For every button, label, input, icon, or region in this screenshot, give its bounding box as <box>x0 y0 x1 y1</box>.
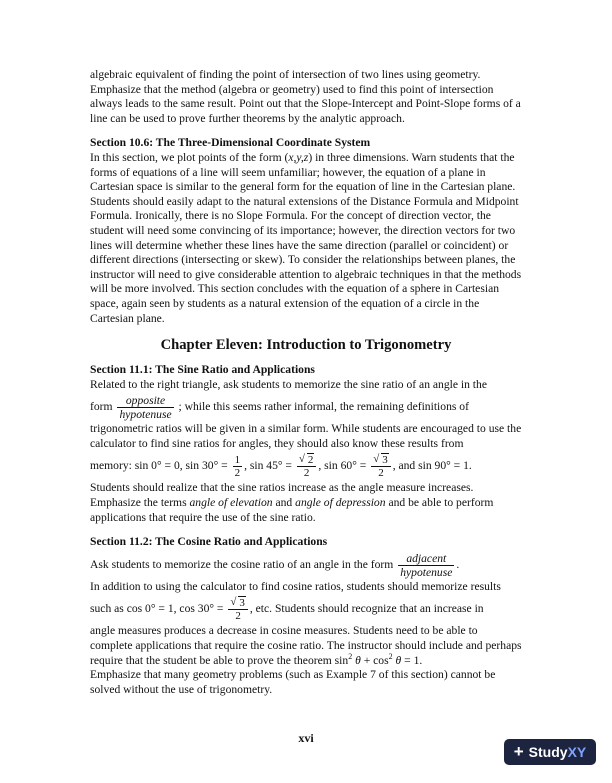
text: = 1. <box>404 653 423 667</box>
denominator: hypotenuse <box>400 565 453 579</box>
text: Ask students to memorize the cosine ratio of an angle in the form <box>90 557 394 571</box>
text: , sin 45° = <box>244 459 292 473</box>
cosine-ratio-fraction <box>398 552 454 579</box>
cosine-values-line <box>90 594 522 624</box>
text: ; while this seems rather informal, the remaining definitions of <box>178 400 469 414</box>
root3-over-2-fraction <box>371 454 391 479</box>
numerator: 1 <box>234 454 241 467</box>
root2-over-2-fraction <box>297 454 317 479</box>
text: ) in three dimensions. Warn students that the forms of equations of a line will seem unfamiliar; however, the equation of a plane in Cartesian space is similar to the general form for the equation of line in the Cartesian plane. Students should easily adapt to the natural extensions of the Distance Formula and Midpoint Formula. Ironically, there is no Slope Formula. For the concept of direction vector, the student will need some convincing of its importance; however, the direction vectors for two lines will determine whether these lines have the same direction (parallel or coincident) or different directions (intersecting or skew). To consider the relationships between planes, the instructor will need to give considerable attention to algebraic techniques in that the methods will be more involved. This section concludes with the equation of a sphere in Cartesian space, again seen by students as a natural extension of the equation of a circle in the Cartesian plane. <box>90 150 522 325</box>
section-11-1-line3: trigonometric ratios will be given in a similar form. While students are encouraged to use the calculator to find sine ratios for angles, they should also know these results from <box>90 422 522 450</box>
radicand: 3 <box>239 597 245 610</box>
section-11-1-line1: Related to the right triangle, ask students to memorize the sine ratio of an angle in the <box>90 377 487 391</box>
text: form <box>90 400 113 414</box>
root3-over-2-fraction <box>228 597 248 622</box>
radical-icon: √ <box>373 453 380 466</box>
plus-icon: + <box>513 742 524 761</box>
exponent: 2 <box>348 651 353 661</box>
section-11-1-closing <box>90 481 522 525</box>
section-10-6 <box>90 136 522 326</box>
section-11-2-line2: In addition to using the calculator to find cosine ratios, students should memorize results <box>90 579 501 593</box>
cosine-form-line <box>90 550 522 580</box>
section-11-2-paragraph <box>90 624 522 668</box>
section-11-1 <box>90 363 522 525</box>
numerator: opposite <box>125 394 166 408</box>
exponent: 2 <box>388 651 393 661</box>
half-fraction <box>233 454 243 479</box>
denominator: hypotenuse <box>119 408 172 422</box>
text: , sin 60° = <box>318 459 367 473</box>
page-number: xvi <box>298 731 314 745</box>
numerator: adjacent <box>406 551 447 565</box>
denominator: 2 <box>303 467 310 480</box>
section-11-2 <box>90 535 522 697</box>
text: and <box>275 496 293 510</box>
text: , and sin 90° = 1. <box>392 459 472 473</box>
text: memory: sin 0° = 0, sin 30° = <box>90 459 228 473</box>
sine-form-line <box>90 392 522 422</box>
intro-paragraph: algebraic equivalent of finding the point of intersection of two lines using geometry. Emphasize that the method (algebra or geometry) used to find this point of intersection always leads to the same result. Point out that the Slope-Intercept and Point-Slope forms of a line can be used to prove further theorems by the analytic approach. <box>90 68 521 125</box>
brand-accent: XY <box>567 744 587 760</box>
studyxy-badge[interactable] <box>504 739 596 765</box>
theta: θ <box>355 653 361 667</box>
text: angle measures produces a decrease in cosine measures. Students need to be able to complete applications that require the cosine ratio. The instructor should include and perhaps require that the student be able to prove the theorem sin <box>90 624 522 667</box>
text: In this section, we plot points of the form ( <box>90 150 289 164</box>
text: + cos <box>363 653 389 667</box>
document-page <box>90 68 522 707</box>
radicand: 2 <box>307 454 314 467</box>
denominator: 2 <box>378 467 384 480</box>
chapter-title: Chapter Eleven: Introduction to Trigonometry <box>160 337 452 354</box>
section-11-2-heading: Section 11.2: The Cosine Ratio and Applications <box>90 535 328 549</box>
text: . <box>456 557 460 571</box>
section-11-1-heading: Section 11.1: The Sine Ratio and Applications <box>90 363 315 377</box>
term-angle-of-depression: angle of depression <box>295 496 386 510</box>
denominator: 2 <box>234 467 241 480</box>
theta: θ <box>395 653 402 667</box>
radical-icon: √ <box>230 596 237 609</box>
radical-icon: √ <box>298 453 305 466</box>
sine-values-line <box>90 451 522 481</box>
sine-ratio-fraction <box>117 394 173 421</box>
section-10-6-body <box>90 151 522 326</box>
radicand: 3 <box>382 454 388 467</box>
text: and be able to perform applications that require the use of the sine ratio. <box>90 496 494 524</box>
brand-name: Study <box>528 744 568 760</box>
text: , etc. Students should recognize that an increase in <box>249 602 484 616</box>
text: such as cos 0° = 1, cos 30° = <box>90 602 224 616</box>
coords: x,y,z <box>288 150 309 164</box>
section-10-6-heading: Section 10.6: The Three-Dimensional Coordinate System <box>90 136 371 150</box>
denominator: 2 <box>235 610 241 623</box>
text: Students should realize that the sine ratios increase as the angle measure increases. Emphasize the terms <box>90 481 474 510</box>
section-11-2-closing: Emphasize that many geometry problems (such as Example 7 of this section) cannot be solved without the use of trigonometry. <box>90 668 496 696</box>
term-angle-of-elevation: angle of elevation <box>189 496 273 510</box>
